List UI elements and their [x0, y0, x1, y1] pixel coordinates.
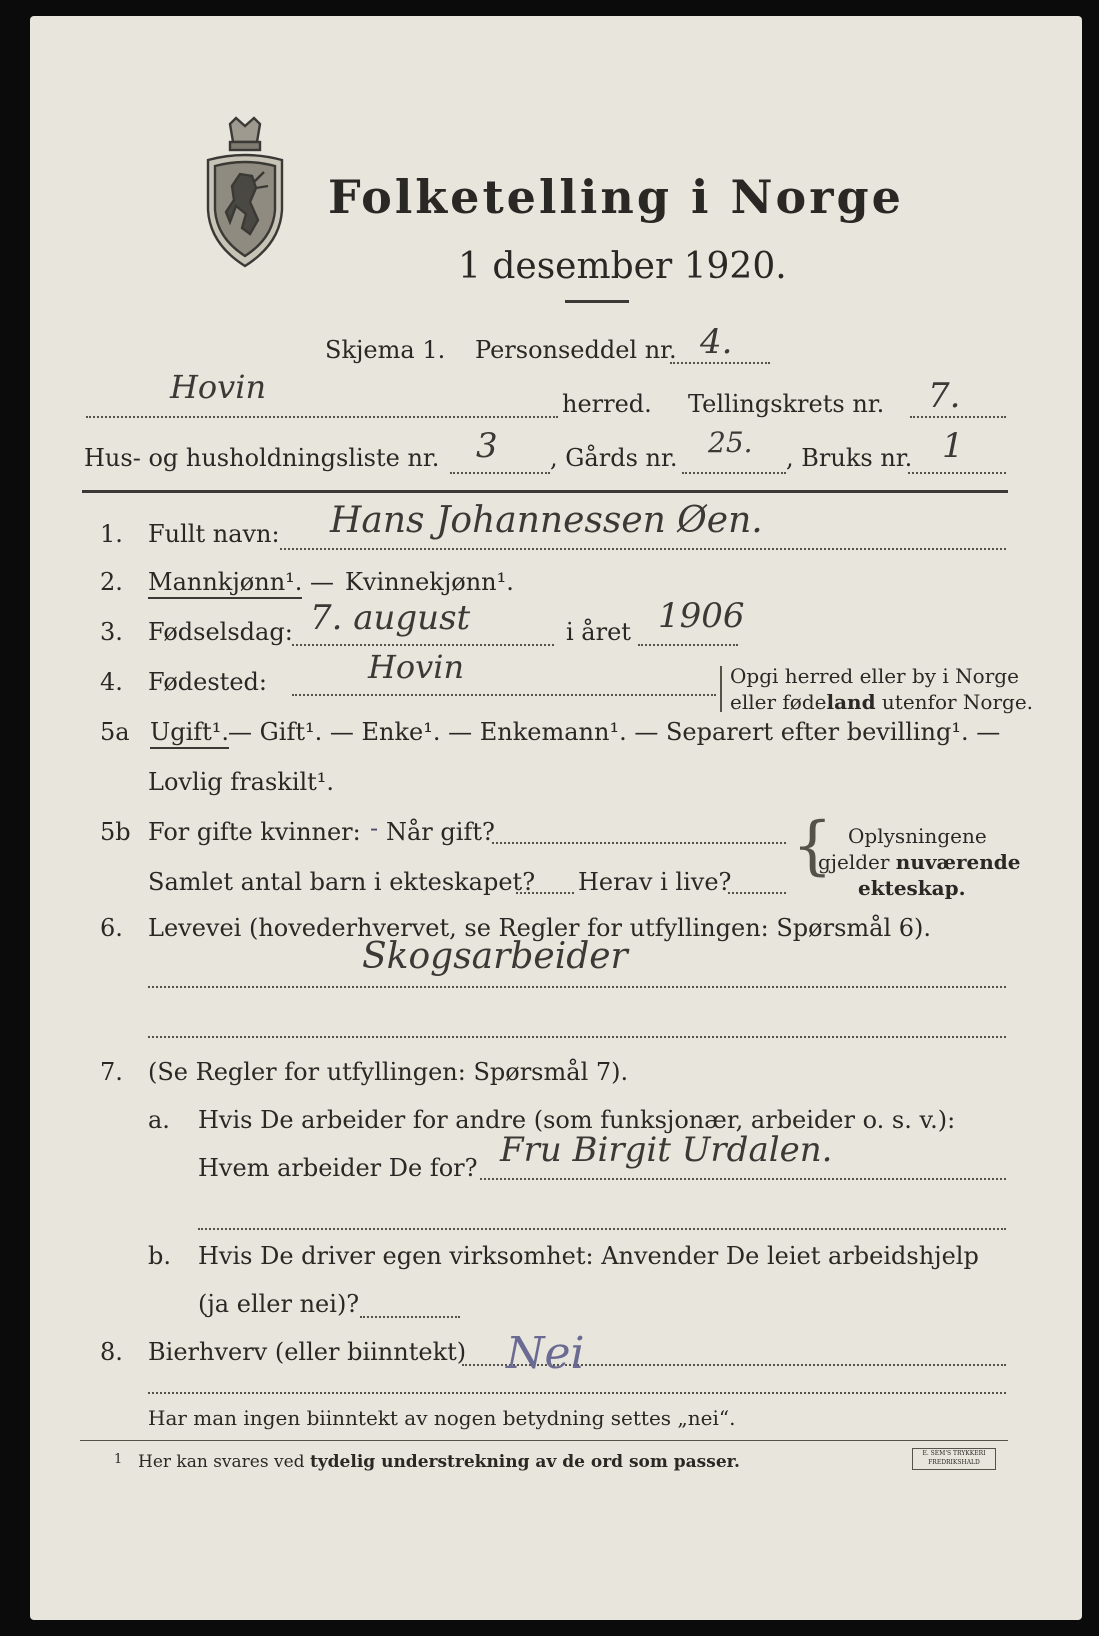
title-rule	[565, 300, 629, 303]
herred-line	[86, 416, 558, 418]
q8-label: Bierhverv (eller biinntekt)	[148, 1338, 467, 1366]
husliste-line	[450, 472, 550, 474]
form-title: Folketelling i Norge	[328, 170, 904, 224]
personseddel-line	[670, 362, 770, 364]
q7a-line2	[198, 1228, 1006, 1230]
q7-number: 7.	[100, 1058, 123, 1086]
q5b-married-line	[492, 842, 786, 844]
norway-coat-of-arms-icon	[200, 116, 290, 268]
q8-value: Nei	[506, 1328, 585, 1379]
footnote-text: Her kan svares ved tydelig understrekning av de ord som passer.	[138, 1452, 740, 1472]
q2-male-option: Mannkjønn¹.	[148, 568, 302, 599]
q5b-note3: ekteskap.	[858, 876, 966, 900]
bruks-line	[908, 472, 1006, 474]
q5a-number: 5a	[100, 718, 130, 746]
q5a-line2: Lovlig fraskilt¹.	[148, 768, 335, 796]
q1-value: Hans Johannessen Øen.	[330, 500, 763, 541]
tellingskrets-label: Tellingskrets nr.	[688, 390, 885, 418]
q8-number: 8.	[100, 1338, 123, 1366]
q4-bracket	[720, 666, 722, 712]
husliste-label: Hus- og husholdningsliste nr.	[84, 444, 440, 472]
q4-number: 4.	[100, 668, 123, 696]
q7b-line	[360, 1316, 460, 1318]
q7a-text: Hvis De arbeider for andre (som funksjonær, arbeider o. s. v.):	[198, 1106, 956, 1134]
q3-year-label: i året	[566, 618, 631, 646]
q7b-letter: b.	[148, 1242, 171, 1270]
q5b-label1b: Når gift?	[386, 818, 495, 846]
bruks-value: 1	[942, 426, 964, 466]
gards-label: , Gårds nr.	[550, 444, 678, 472]
personseddel-value: 4.	[700, 322, 733, 362]
q7a-letter: a.	[148, 1106, 170, 1134]
herred-label: herred.	[562, 390, 652, 418]
q5b-label1: For gifte kvinner:	[148, 818, 361, 846]
q2-female-option: Kvinnekjønn¹.	[345, 568, 514, 596]
q3-year-line	[638, 644, 738, 646]
q5a-ugift-option: Ugift¹.	[150, 718, 229, 749]
q6-number: 6.	[100, 914, 123, 942]
q4-note-line2: eller fødeland utenfor Norge.	[730, 690, 1034, 714]
q3-number: 3.	[100, 618, 123, 646]
q7a-value: Fru Birgit Urdalen.	[500, 1130, 833, 1170]
q4-value: Hovin	[368, 648, 465, 686]
q6-value: Skogsarbeider	[362, 936, 628, 977]
husliste-value: 3	[476, 426, 498, 466]
header-divider	[82, 490, 1008, 493]
q1-label: Fullt navn:	[148, 520, 280, 548]
personseddel-label: Personseddel nr.	[475, 336, 677, 364]
q5a-other-options: — Gift¹. — Enke¹. — Enkemann¹. — Separert efter bevilling¹. —	[228, 718, 1001, 746]
q5b-label2: Samlet antal barn i ekteskapet?	[148, 868, 536, 896]
q3-date-value: 7. august	[310, 598, 471, 638]
q4-label: Fødested:	[148, 668, 267, 696]
q4-line	[292, 694, 716, 696]
tellingskrets-value: 7.	[928, 376, 961, 416]
q5b-mark: -	[370, 814, 379, 842]
q5b-alive-line	[728, 892, 786, 894]
q8-line2	[148, 1392, 1006, 1394]
q5b-brace: {	[792, 809, 833, 883]
q7b-text: Hvis De driver egen virksomhet: Anvender De leiet arbeidshjelp	[198, 1242, 979, 1270]
q1-number: 1.	[100, 520, 123, 548]
q3-date-line	[292, 644, 554, 646]
census-date: 1 desember 1920.	[458, 246, 787, 287]
q3-label: Fødselsdag:	[148, 618, 293, 646]
q7a-line1	[480, 1178, 1006, 1180]
q4-note-line1: Opgi herred eller by i Norge	[730, 664, 1019, 688]
footnote-mark: 1	[114, 1452, 123, 1467]
q5b-number: 5b	[100, 818, 131, 846]
footnote-rule	[80, 1440, 1008, 1441]
q2-number: 2.	[100, 568, 123, 596]
gards-value: 25.	[708, 426, 753, 459]
q2-separator: —	[310, 568, 334, 596]
q6-label: Levevei (hovederhvervet, se Regler for utfyllingen: Spørsmål 6).	[148, 914, 932, 942]
q6-line2	[148, 1036, 1006, 1038]
skjema-label: Skjema 1.	[325, 336, 446, 364]
bruks-label: , Bruks nr.	[786, 444, 913, 472]
q5b-children-line	[516, 892, 574, 894]
tellingskrets-line	[910, 416, 1006, 418]
q7a-question: Hvem arbeider De for?	[198, 1154, 478, 1182]
printer-mark: E. SEM'S TRYKKERI FREDRIKSHALD	[912, 1448, 996, 1470]
q3-year-value: 1906	[658, 596, 745, 636]
q8-note: Har man ingen biinntekt av nogen betydning settes „nei“.	[148, 1406, 736, 1430]
q7-label: (Se Regler for utfyllingen: Spørsmål 7).	[148, 1058, 629, 1086]
q7b-question: (ja eller nei)?	[198, 1290, 360, 1318]
census-form-page	[30, 16, 1082, 1620]
q6-line1	[148, 986, 1006, 988]
gards-line	[682, 472, 786, 474]
q1-line	[280, 548, 1006, 550]
herred-value: Hovin	[170, 368, 267, 406]
q5b-note2: gjelder nuværende	[818, 850, 1021, 874]
q5b-note1: Oplysningene	[848, 824, 987, 848]
q5b-label3: Herav i live?	[578, 868, 732, 896]
